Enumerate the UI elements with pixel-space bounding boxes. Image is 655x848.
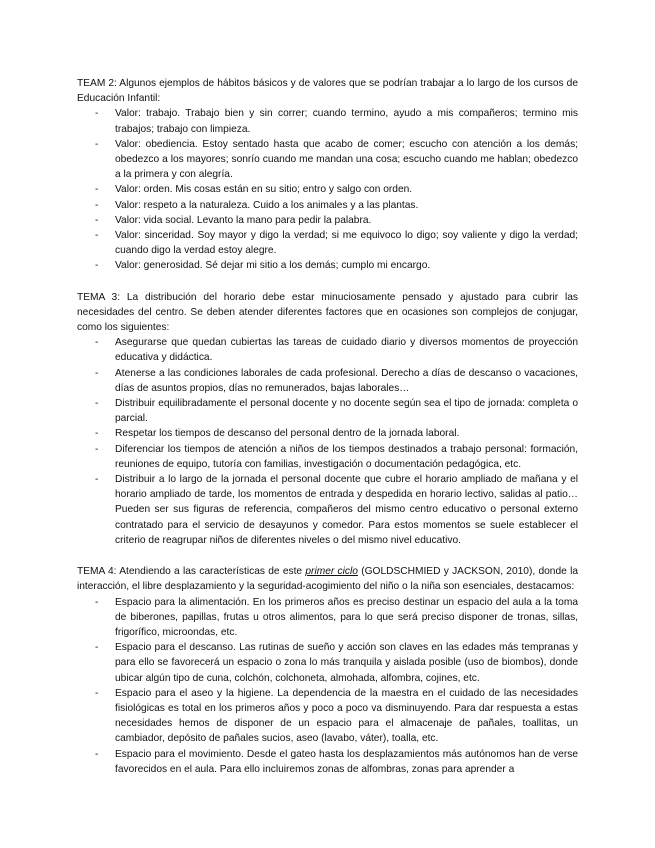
bullet-dash: - [95,260,99,272]
bullet-dash: - [95,337,99,349]
list-item: - Espacio para el aseo y la higiene. La dependencia de la maestra en el cuidado de las necesidades fisiológicas es total en los primeros años y poco a poco va disminuyendo. Para dar respuesta a estas necesidades hemos de disponer de un espacio para el almacenaje de pañales, toallitas, un cambiador, depósito de pañales sucios, aseo (lavabo, váter), toalla, etc. [95,687,578,745]
list-item: - Valor: obediencia. Estoy sentado hasta que acabo de comer; escucho con atención a los demás; obedezco a los mayores; sonrío cuando me mandan una cosa; escucho cuando me hablan; obedezco a la primera y con alegría. [95,138,578,181]
bullet-dash: - [95,596,99,608]
bullet-dash: - [95,199,99,211]
bullet-dash: - [95,428,99,440]
bullet-dash: - [95,184,99,196]
list-item: - Valor: generosidad. Sé dejar mi sitio a los demás; cumplo mi encargo. [77,258,578,273]
list-item: - Distribuir equilibradamente el personal docente y no docente según sea el tipo de jornada: completa o parcial. [95,398,578,425]
section-tema-3 [77,290,578,548]
values-list [77,106,578,273]
bullet-dash: - [95,748,99,760]
section-tema-4 [77,564,578,777]
list-item: - Valor: orden. Mis cosas están en su sitio; entro y salgo con orden. [77,182,578,197]
emphasized-term: primer ciclo [305,566,358,578]
list-item: - Espacio para la alimentación. En los primeros años es preciso destinar un espacio del aula a la toma de biberones, papillas, frutas u otros alimentos, para lo que será preciso disponer de tronas, sillas, frigorífico, microondas, etc. [95,596,578,638]
bullet-dash: - [95,214,99,226]
bullet-dash: - [95,474,99,486]
list-item: - Respetar los tiempos de descanso del personal dentro de la jornada laboral. [77,426,578,441]
list-item: - Valor: respeto a la naturaleza. Cuido a los animales y a las plantas. [77,198,578,213]
list-item: - Valor: trabajo. Trabajo bien y sin correr; cuando termino, ayudo a mis compañeros; termino mis trabajos; trabajo con limpieza. [95,108,578,135]
bullet-dash: - [95,398,99,410]
section-intro: TEAM 2: Algunos ejemplos de hábitos básicos y de valores que se podrían trabajar a lo largo de los cursos de Educación Infantil: [77,78,578,105]
spaces-list [77,595,578,777]
list-item: - Distribuir a lo largo de la jornada el personal docente que cubre el horario ampliado de mañana y el horario ampliado de tarde, los momentos de entrada y despedida en horario lectivo, salidas al patio… Pueden ser sus figuras de referencia, compañeros del mismo centro educativo o personal externo contratado para el servicio de desayunos y comedor. Para estos momentos se suele establecer el criterio de reagrupar niños de diferentes niveles o del mismo nivel educativo. [95,474,578,546]
list-item: - Valor: vida social. Levanto la mano para pedir la palabra. [77,213,578,228]
section-intro: TEMA 4: Atendiendo a las características de este primer ciclo (GOLDSCHMIED y JACKSON, 2010), donde la interacción, el libre desplazamiento y la seguridad-acogimiento del niño o la niña son esenciales, destacamos: [77,566,579,593]
bullet-dash: - [95,367,99,379]
section-intro: TEMA 3: La distribución del horario debe estar minuciosamente pensado y ajustado para cubrir las necesidades del centro. Se deben atender diferentes factores que en ocasiones son complejos de conjugar, como los siguientes: [77,291,578,334]
list-item: - Asegurarse que quedan cubiertas las tareas de cuidado diario y diversos momentos de proyección educativa y didáctica. [95,337,578,364]
bullet-dash: - [95,108,99,120]
list-item: - Diferenciar los tiempos de atención a niños de los tiempos destinados a trabajo personal: formación, reuniones de equipo, tutoría con familias, investigación o documentación pedagógica, etc. [95,443,578,470]
list-item: - Valor: sinceridad. Soy mayor y digo la verdad; si me equivoco lo digo; soy valiente y digo la verdad; cuando digo la verdad estoy alegre. [95,230,578,257]
list-item: - Espacio para el descanso. Las rutinas de sueño y acción son claves en las edades más tempranas y para ello se favorecerá un espacio o zona lo más tranquila y aislada posible (uso de biombos), donde ubicar algún tipo de cuna, colchón, colchoneta, almohada, alfombra, cojines, etc. [95,642,578,684]
bullet-dash: - [95,687,99,699]
list-item: - Espacio para el movimiento. Desde el gateo hasta los desplazamientos más autónomos han de verse favorecidos en el aula. Para ello incluiremos zonas de alfombras, zonas para aprender a [95,748,578,775]
bullet-dash: - [95,230,99,242]
schedule-factors-list [77,335,578,548]
document-page [77,76,578,793]
list-item: - Atenerse a las condiciones laborales de cada profesional. Derecho a días de descanso o vacaciones, días de asuntos propios, días no remunerados, bajas laborales… [95,367,578,394]
bullet-dash: - [95,642,99,654]
section-team-2 [77,76,578,274]
bullet-dash: - [95,138,99,150]
bullet-dash: - [95,443,99,455]
